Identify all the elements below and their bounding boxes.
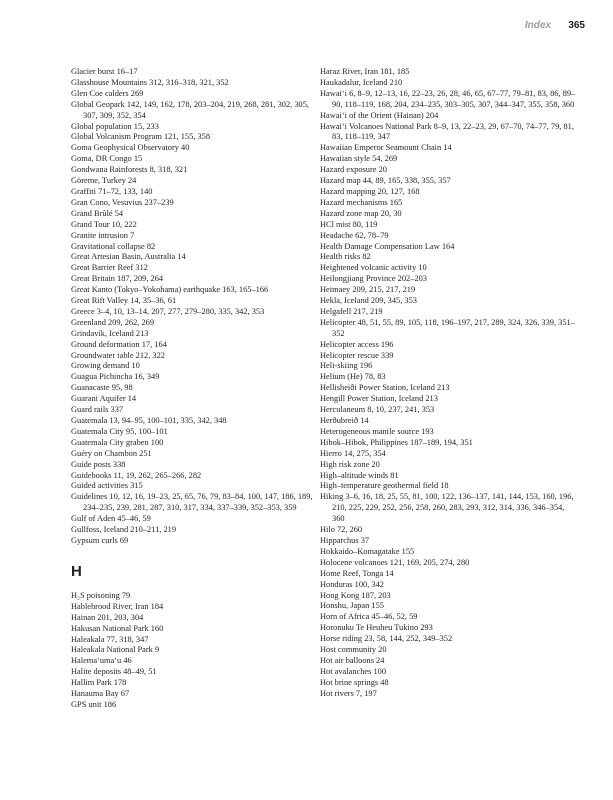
- index-entry: Glacier burst 16–17: [71, 67, 138, 76]
- index-entry: Gulf of Aden 45–46, 59: [71, 514, 151, 524]
- index-entry: High–altitude winds 81: [320, 470, 399, 480]
- index-entry: Global Volcanism Program 121, 155, 358: [71, 132, 211, 142]
- index-entry: Grindavík, Iceland 213: [71, 328, 149, 338]
- index-entry: Hilo 72, 260: [320, 525, 363, 535]
- index-entry: Hazard mapping 20, 127, 168: [320, 186, 420, 196]
- index-entry: Haraz River, Iran 181, 185: [320, 67, 410, 76]
- index-entry: Herculaneum 8, 10, 237, 241, 353: [320, 405, 435, 415]
- index-column-right: [320, 67, 576, 700]
- index-entry: Hazard zone map 20, 30: [320, 208, 402, 218]
- index-entry: Grand Brûlé 54: [71, 208, 124, 218]
- index-entry: GPS unit 186: [71, 699, 117, 709]
- index-entry: Heimaey 209, 215, 217, 219: [320, 285, 416, 295]
- index-entry: Great Artesian Basin, Australia 14: [71, 252, 186, 262]
- index-entry: Heli-skiing 196: [320, 361, 373, 371]
- index-entry: Horonuku Te Heuheu Tukino 293: [320, 623, 433, 633]
- index-entry: Granite intrusion 7: [71, 230, 135, 240]
- index-entry: Growing demand 10: [71, 361, 140, 371]
- index-entry: Guarani Aquifer 14: [71, 394, 137, 404]
- index-entry: Halema‘uma‘u 46: [71, 656, 132, 666]
- index-entry: Hawai‘i of the Orient (Hainan) 204: [320, 110, 439, 120]
- index-entry: Helicopter rescue 339: [320, 350, 394, 360]
- index-entry: Hengill Power Station, Iceland 213: [320, 394, 438, 404]
- index-entry: Greenland 209, 262, 269: [71, 317, 155, 327]
- index-entry: Guéry on Chambon 251: [71, 448, 152, 458]
- index-entry: Hazard exposure 20: [320, 165, 387, 175]
- index-entry: Hainan 201, 203, 304: [71, 612, 144, 622]
- index-entry: Hong Kong 187, 203: [320, 590, 391, 600]
- index-entry: Gravitational collapse 82: [71, 241, 156, 251]
- index-entry: Hibok–Hibok, Philippines 187–189, 194, 351: [320, 437, 473, 447]
- index-entry: Great Barrier Reef 312: [71, 263, 148, 273]
- index-column-left: [71, 67, 321, 711]
- index-entry: Gondwana Rainforests 8, 318, 321: [71, 165, 188, 175]
- index-entry: Helgafell 217, 219: [320, 306, 383, 316]
- index-entry: Holocene volcanoes 121, 169, 205, 274, 280: [320, 557, 470, 567]
- index-entry: Hanauma Bay 67: [71, 689, 130, 699]
- index-entry: Hablehrood River, Iran 184: [71, 601, 164, 611]
- index-entry: Honshu, Japan 155: [320, 601, 384, 611]
- index-entry: Hawaiian Emperor Seamount Chain 14: [320, 143, 452, 153]
- index-entry: Hellisheiði Power Station, Iceland 213: [320, 383, 450, 393]
- index-entry: Gullfoss, Iceland 210–211, 219: [71, 525, 177, 535]
- index-entry: HCl mist 80, 119: [320, 219, 378, 229]
- index-entry: Hawai‘i 6, 8–9, 12–13, 16, 22–23, 26, 28, 46, 65, 67–77, 79–81, 83, 86, 89–90, 118–119, 168, 204, 234–235, 303–305, 307, 344–347, 355, 358, 360: [320, 88, 576, 109]
- index-entry: Herðubreið 14: [320, 416, 369, 425]
- index-entry: Hot brine springs 48: [320, 677, 389, 687]
- index-entry: Hallim Park 178: [71, 678, 127, 688]
- index-entry: Host community 20: [320, 645, 387, 655]
- index-entry: Greece 3–4, 10, 13–14, 207, 277, 279–280, 335, 342, 353: [71, 306, 265, 316]
- index-entry: Heightened volcanic activity 10: [320, 263, 427, 273]
- index-entry: Guanacaste 95, 98: [71, 383, 133, 393]
- index-entry: Helicopter access 196: [320, 339, 394, 349]
- index-entry: Heterogeneous mantle source 193: [320, 426, 434, 436]
- index-entry: Horse riding 23, 58, 144, 252, 349–352: [320, 634, 453, 644]
- index-entry: Guagua Pichincha 16, 349: [71, 372, 160, 382]
- index-entry: Guatemala City graben 100: [71, 437, 164, 447]
- index-entry: Goma, DR Congo 15: [71, 154, 143, 164]
- index-entry: High–temperature geothermal field 18: [320, 481, 449, 491]
- page-number: 365: [568, 20, 585, 31]
- index-entry: Haleakala National Park 9: [71, 645, 160, 655]
- index-entry: Hot avalanches 100: [320, 666, 387, 676]
- index-entry: Halite deposits 48–49, 51: [71, 667, 157, 677]
- index-entry: Hipparchus 37: [320, 535, 370, 545]
- index-entry: Heilongjiang Province 202–203: [320, 274, 427, 284]
- index-entry: Horn of Africa 45–46, 52, 59: [320, 612, 418, 622]
- index-entry: Göreme, Turkey 24: [71, 176, 137, 186]
- index-entry: Health risks 82: [320, 252, 371, 262]
- section-letter-h: H: [71, 562, 82, 580]
- index-entry: Glen Coe calders 269: [71, 88, 144, 98]
- index-entry: Great Kanto (Tokyo–Yokohama) earthquake 163, 165–166: [71, 285, 269, 295]
- index-entry: Groundwater table 212, 322: [71, 350, 165, 360]
- index-entry: Helium (He) 78, 83: [320, 372, 386, 382]
- index-entry: Haleakala 77, 318, 347: [71, 634, 149, 644]
- index-entry: Hazard mechanisms 165: [320, 197, 403, 207]
- index-entry: Gran Cono, Vesuvius 237–239: [71, 197, 174, 207]
- index-entry: Honduras 100, 342: [320, 579, 384, 589]
- index-section-h: [71, 591, 321, 711]
- index-entry: Guard rails 337: [71, 405, 124, 415]
- index-entry: Ground deformation 17, 164: [71, 339, 167, 349]
- index-entry: Hekla, Iceland 209, 345, 353: [320, 296, 417, 306]
- index-entry: Great Britain 187, 209, 264: [71, 274, 164, 284]
- index-entry: Hawai‘i Volcanoes National Park 8–9, 13, 22–23, 29, 67–70, 74–77, 79, 81, 83, 118–119, 347: [320, 121, 574, 142]
- index-entry: Haukadalur, Iceland 210: [320, 77, 403, 87]
- index-entry: Gypsum curls 69: [71, 535, 129, 545]
- index-entry: Hawaiian style 54, 269: [320, 154, 398, 164]
- index-entry: High risk zone 20: [320, 459, 380, 469]
- index-entry: Guatemala 13, 94–95, 100–101, 335, 342, 348: [71, 416, 227, 425]
- index-entry: Graffiti 71–72, 133, 140: [71, 186, 153, 196]
- index-entry: Guide posts 338: [71, 459, 126, 469]
- index-entry: Great Rift Valley 14, 35–36, 61: [71, 296, 177, 306]
- index-entry: Health Damage Compensation Law 164: [320, 241, 455, 251]
- index-entry: Guidelines 10, 12, 16, 19–23, 25, 65, 76, 79, 83–84, 100, 147, 186, 189, 234–235, 239, 281, 287, 310, 317, 334, 337–339, 352–353, 359: [71, 492, 313, 513]
- index-entry: Hierro 14, 275, 354: [320, 448, 386, 458]
- index-entry: Guatemala City 95, 100–101: [71, 426, 168, 436]
- index-entry: Guided activities 315: [71, 481, 143, 491]
- index-entry: Hiking 3–6, 16, 18, 25, 55, 81, 100, 122, 136–137, 141, 144, 153, 160, 196, 210, 225, 229, 252, 256, 258, 260, 283, 293, 312, 314, 336, 346–354, 360: [320, 492, 574, 524]
- index-entry: Global population 15, 233: [71, 121, 159, 131]
- index-section-g: [71, 67, 321, 547]
- index-entry: Guidebooks 11, 19, 262, 265–266, 282: [71, 470, 202, 480]
- index-entry: Hot rivers 7, 197: [320, 688, 377, 698]
- index-entry: Hakusan National Park 160: [71, 623, 164, 633]
- index-entry: Grand Tour 10, 222: [71, 219, 137, 229]
- index-entry: Hot air balloons 24: [320, 655, 385, 665]
- index-entry: Global Geopark 142, 149, 162, 178, 203–204, 219, 268, 281, 302, 305, 307, 309, 352, 354: [71, 99, 309, 120]
- index-entry: Glasshouse Mountains 312, 316–318, 321, 352: [71, 77, 229, 87]
- index-entry: Headache 62, 78–79: [320, 230, 389, 240]
- header-title: Index: [524, 20, 551, 31]
- index-entry: Hazard map 44, 89, 165, 338, 355, 357: [320, 176, 451, 186]
- index-entry: Goma Geophysical Observatory 40: [71, 143, 190, 153]
- index-entry: H₂S poisoning 79: [71, 590, 131, 600]
- index-entry: Hokkaido–Komagatake 155: [320, 546, 415, 556]
- index-entry: Helicopter 48, 51, 55, 89, 105, 118, 196–197, 217, 289, 324, 326, 339, 351–352: [320, 317, 575, 338]
- index-section-h-continued: [320, 67, 576, 700]
- index-entry: Home Reef, Tonga 14: [320, 568, 394, 578]
- running-header: [0, 20, 613, 36]
